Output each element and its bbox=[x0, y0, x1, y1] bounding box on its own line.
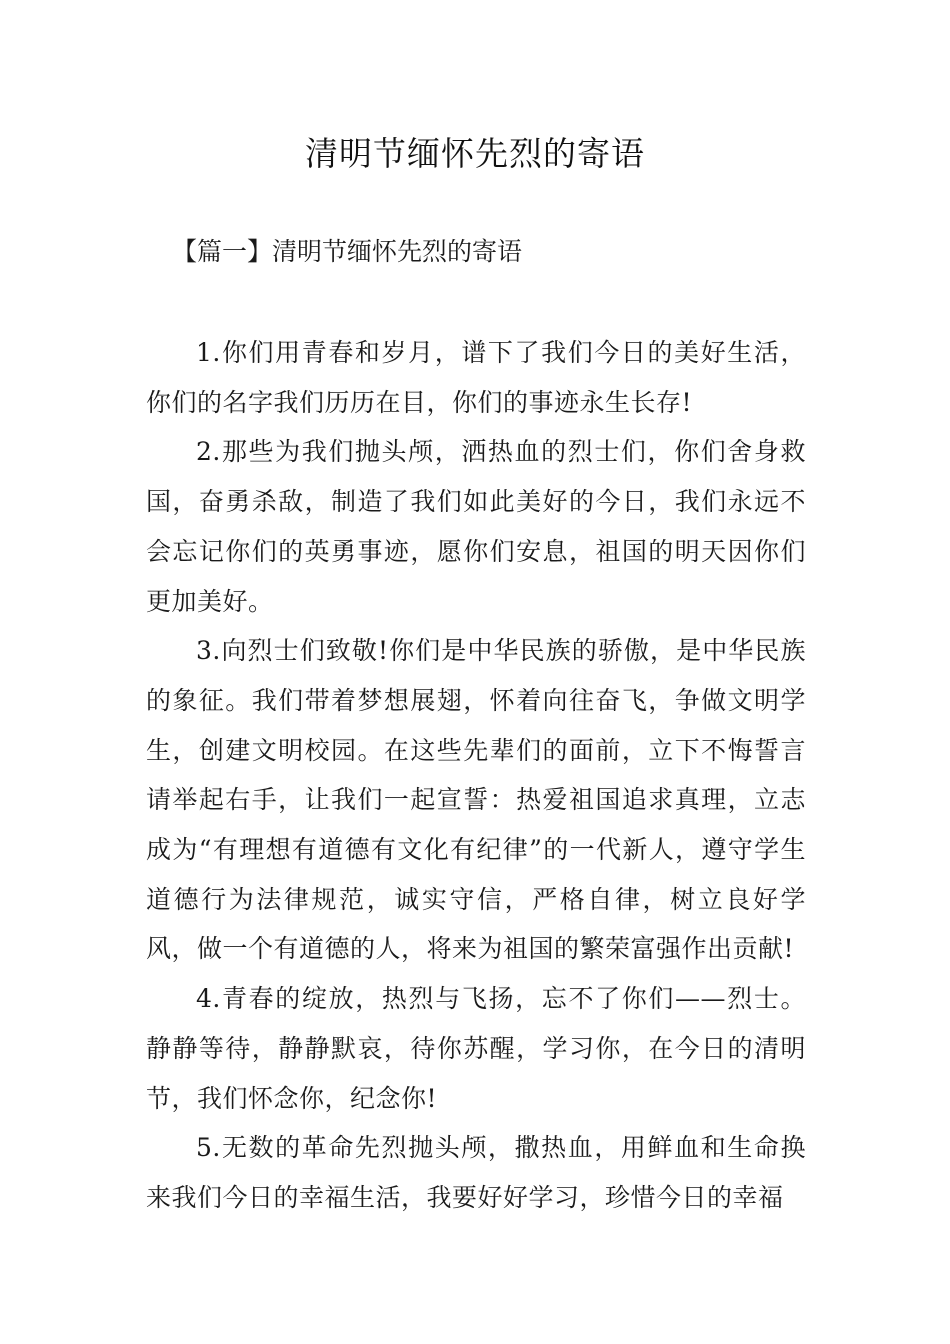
section-heading: 【篇一】清明节缅怀先烈的寄语 bbox=[172, 237, 523, 266]
paragraph-4: 4.青春的绽放，热烈与飞扬，忘不了你们——烈士。静静等待，静静默哀，待你苏醒，学习你，在今日的清明节，我们怀念你，纪念你! bbox=[146, 984, 806, 1113]
paragraph-5: 5.无数的革命先烈抛头颅，撒热血，用鲜血和生命换来我们今日的幸福生活，我要好好学习，珍惜今日的幸福 bbox=[146, 1133, 806, 1212]
document-body bbox=[146, 328, 806, 1223]
paragraph-3: 3.向烈士们致敬!你们是中华民族的骄傲，是中华民族的象征。我们带着梦想展翅，怀着向往奋飞，争做文明学生，创建文明校园。在这些先辈们的面前，立下不悔誓言请举起右手，让我们一起宣誓：热爱祖国追求真理，立志成为“有理想有道德有文化有纪律”的一代新人，遵守学生道德行为法律规范，诚实守信，严格自律，树立良好学风，做一个有道德的人，将来为祖国的繁荣富强作出贡献! bbox=[146, 636, 806, 964]
paragraph-1: 1.你们用青春和岁月，谱下了我们今日的美好生活，你们的名字我们历历在目，你们的事迹永生长存! bbox=[146, 338, 806, 417]
document-title: 清明节缅怀先烈的寄语 bbox=[305, 134, 645, 173]
paragraph-2: 2.那些为我们抛头颅，洒热血的烈士们，你们舍身救国，奋勇杀敌，制造了我们如此美好的今日，我们永远不会忘记你们的英勇事迹，愿你们安息，祖国的明天因你们更加美好。 bbox=[146, 437, 806, 616]
